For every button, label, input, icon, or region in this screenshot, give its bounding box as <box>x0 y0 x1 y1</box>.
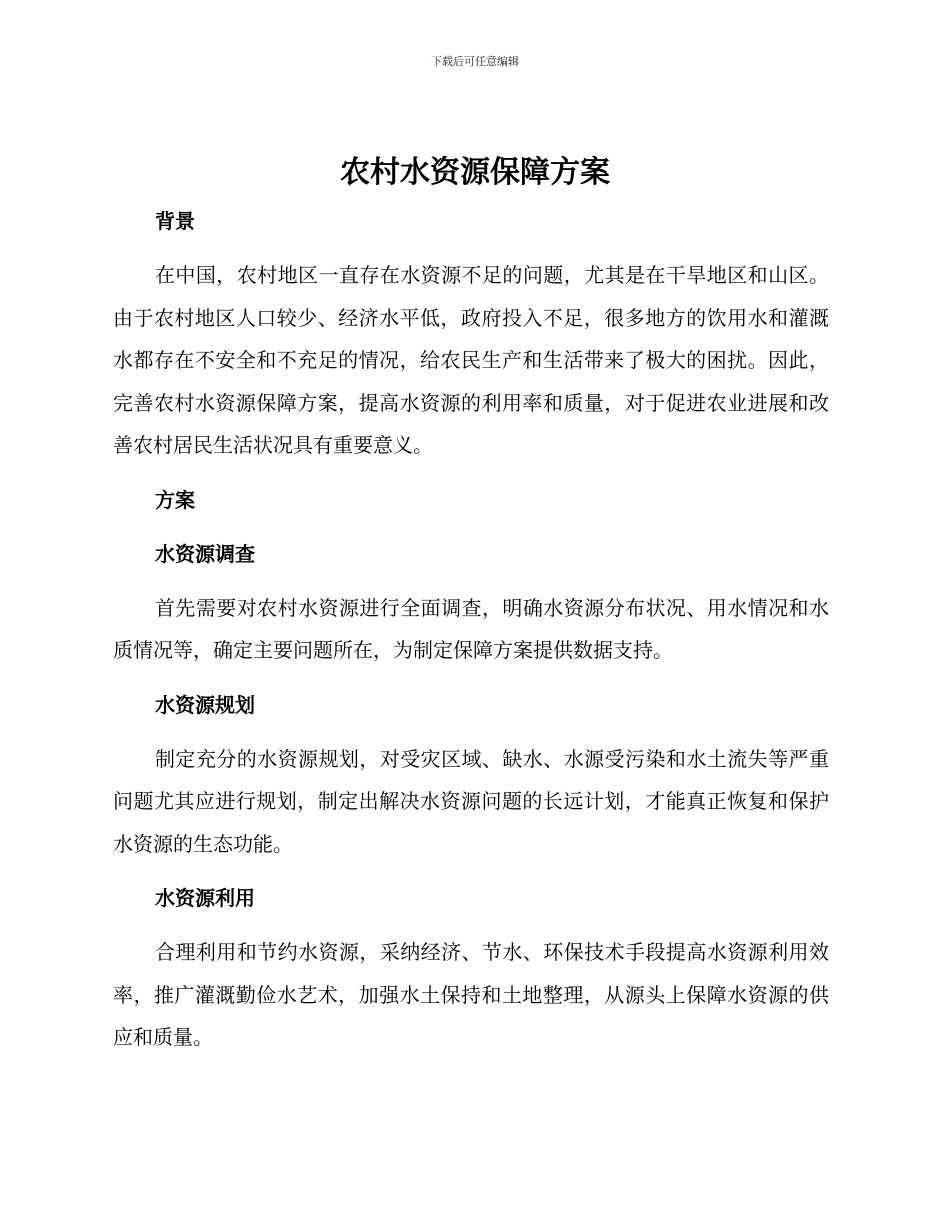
section-paragraph-survey: 首先需要对农村水资源进行全面调查，明确水资源分布状况、用水情况和水质情况等，确定主要问题所在，为制定保障方案提供数据支持。 <box>113 595 829 662</box>
section-heading-background: 背景 <box>155 209 195 233</box>
page-header: 下载后可任意编辑 <box>431 55 519 68</box>
section-paragraph-background: 在中国，农村地区一直存在水资源不足的问题，尤其是在干旱地区和山区。由于农村地区人口较少、经济水平低，政府投入不足，很多地方的饮用水和灌溉水都存在不安全和不充足的情况，给农民生产和生活带来了极大的困扰。因此，完善农村水资源保障方案，提高水资源的利用率和质量，对于促进农业进展和改善农村居民生活状况具有重要意义。 <box>113 263 829 457</box>
document-title: 农村水资源保障方案 <box>340 155 610 190</box>
section-paragraph-planning: 制定充分的水资源规划，对受灾区域、缺水、水源受污染和水土流失等严重问题尤其应进行规划，制定出解决水资源问题的长远计划，才能真正恢复和保护水资源的生态功能。 <box>113 746 829 856</box>
section-heading-survey: 水资源调查 <box>155 541 255 566</box>
section-paragraph-utilization: 合理利用和节约水资源，采纳经济、节水、环保技术手段提高水资源利用效率，推广灌溉勤俭水艺术，加强水土保持和土地整理，从源头上保障水资源的供应和质量。 <box>113 940 829 1049</box>
section-heading-utilization: 水资源利用 <box>155 886 255 910</box>
section-heading-plan: 方案 <box>155 487 195 512</box>
section-heading-planning: 水资源规划 <box>155 692 255 717</box>
document-body <box>113 200 829 1059</box>
